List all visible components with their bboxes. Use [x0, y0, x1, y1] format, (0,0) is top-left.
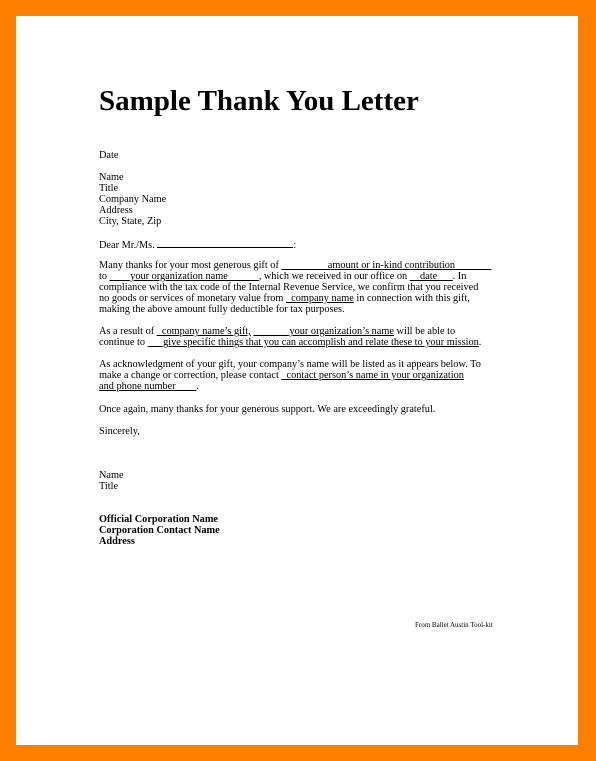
para1-text: in connection with this gift,	[353, 293, 470, 304]
organization-name-placeholder: _______your organization’s name	[253, 326, 394, 337]
para1-line2	[99, 271, 466, 282]
para1-text: Many thanks for your most generous gift of	[99, 260, 282, 271]
contact-person-placeholder: _contact person’s name in your organization	[281, 370, 464, 381]
para3-line2	[99, 370, 464, 381]
para1-text: . In	[452, 271, 467, 282]
company-name-placeholder: _company name	[286, 293, 354, 304]
corporation-address: Address	[99, 536, 135, 547]
corporation-contact: Corporation Contact Name	[99, 525, 220, 536]
salutation	[99, 238, 296, 251]
para4: Once again, many thanks for your generous support. We are exceedingly grateful.	[99, 404, 436, 415]
para3-text: .	[196, 381, 199, 392]
date-line: Date	[99, 150, 119, 161]
signer-title: Title	[99, 481, 119, 492]
para2-text: .	[478, 337, 482, 348]
para3-text: make a change or correction, please contact	[99, 370, 282, 381]
para3-line3	[99, 381, 199, 392]
source-note: From Ballet Austin Tool-kit	[415, 621, 493, 629]
phone-number-blank: ____	[175, 381, 197, 392]
para1-line1	[99, 260, 491, 271]
phone-number-placeholder: and phone number	[99, 381, 176, 392]
recipient-address: Address	[99, 205, 133, 216]
recipient-title: Title	[99, 183, 119, 194]
para2-line1	[99, 326, 455, 337]
organization-name-placeholder: ____your organization name______	[109, 271, 259, 282]
para2-line2	[99, 337, 481, 348]
recipient-name: Name	[99, 172, 124, 183]
corporation-name: Official Corporation Name	[99, 514, 218, 525]
para1-line4	[99, 293, 470, 304]
para2-text: will be able to	[393, 326, 456, 337]
closing: Sincerely,	[99, 426, 140, 437]
para1-text: , which we received in our office on	[258, 271, 410, 282]
salutation-suffix: :	[293, 240, 297, 251]
para2-text: continue to	[99, 337, 148, 348]
para1-line3: compliance with the tax code of the Internal Revenue Service, we confirm that you received	[99, 282, 479, 293]
signer-name: Name	[99, 470, 124, 481]
para1-text: to	[99, 271, 110, 282]
letter-page	[16, 16, 578, 745]
para1-line5: making the above amount fully deductible for tax purposes.	[99, 304, 345, 315]
para2-text: As a result of	[99, 326, 157, 337]
gift-amount-placeholder: _________amount or in-kind contribution_______	[281, 260, 492, 271]
para1-text: no goods or services of monetary value from	[99, 293, 287, 304]
letter-title: Sample Thank You Letter	[99, 85, 419, 117]
salutation-prefix: Dear Mr./Ms.	[99, 240, 155, 251]
salutation-blank	[157, 238, 293, 248]
para3-line1: As acknowledgment of your gift, your company’s name will be listed as it appears below. To	[99, 359, 481, 370]
date-placeholder: __date___	[409, 271, 453, 282]
recipient-city-state-zip: City, State, Zip	[99, 216, 162, 227]
mission-placeholder: ___give specific things that you can accomplish and relate these to your mission	[147, 337, 479, 348]
recipient-company: Company Name	[99, 194, 167, 205]
company-gift-placeholder: _company name’s gift,	[156, 326, 251, 337]
